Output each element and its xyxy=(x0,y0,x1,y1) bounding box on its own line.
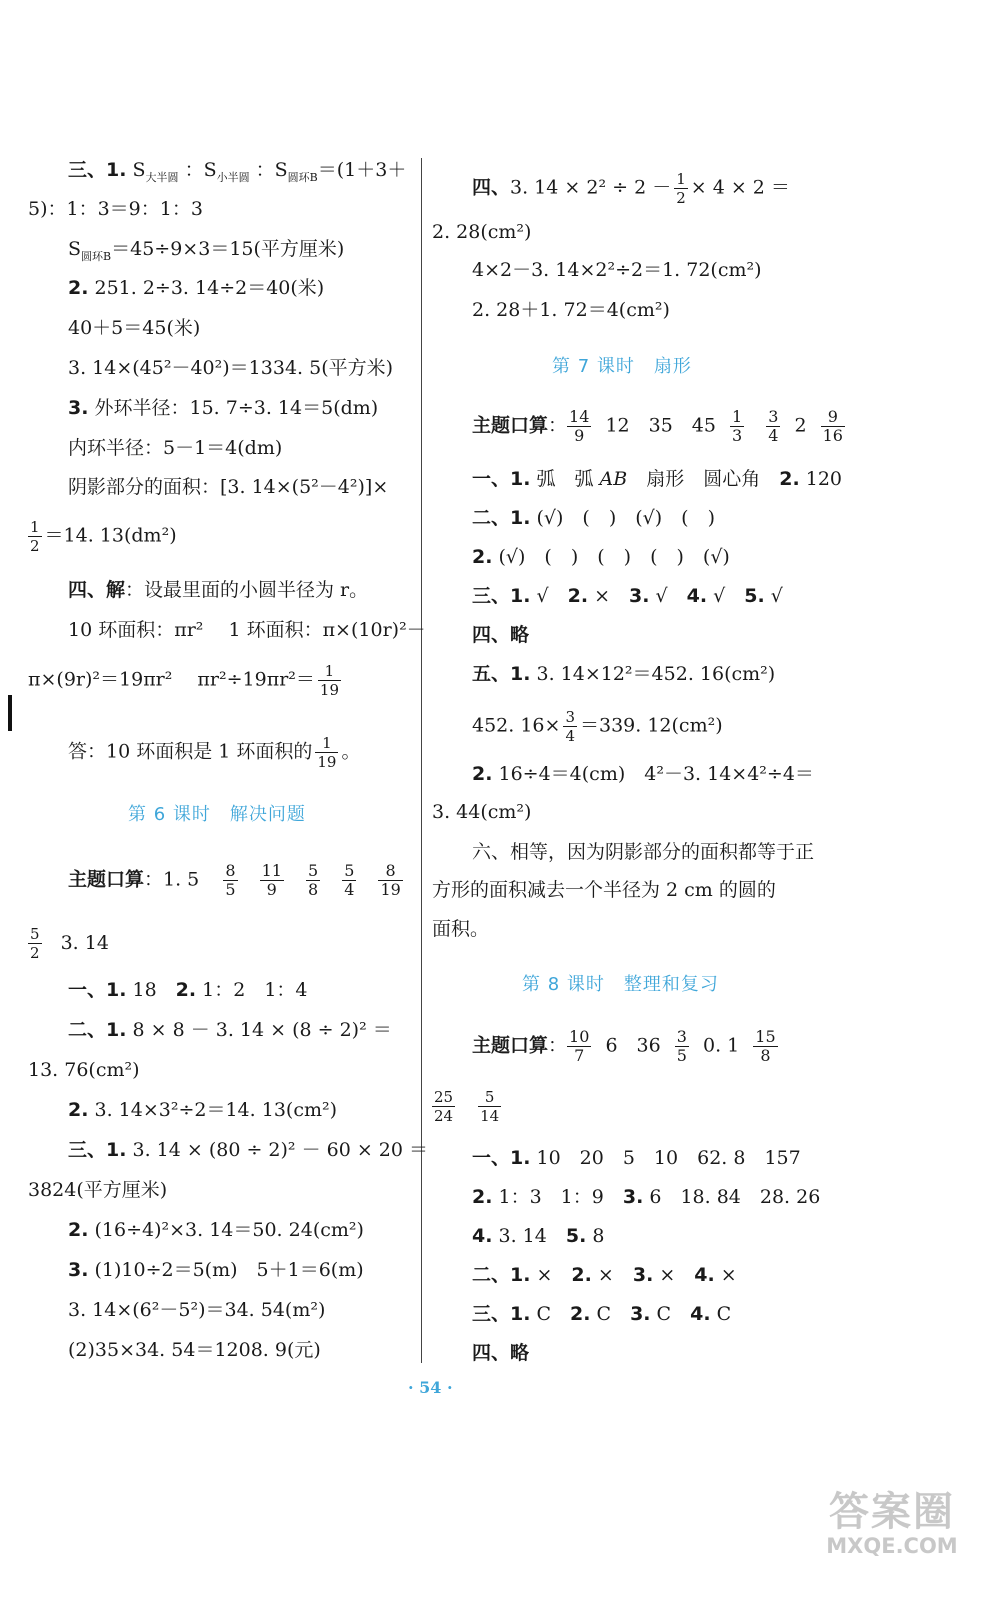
answer-line: 3. 14×(6²－5²)＝34. 54(m²) xyxy=(68,1299,326,1321)
column-divider xyxy=(421,158,422,1363)
fraction xyxy=(675,1028,689,1065)
item-number: 四、解 xyxy=(68,579,126,601)
answer-line xyxy=(432,467,842,491)
text: ：1. 5 xyxy=(144,868,200,891)
item-number: 2. xyxy=(571,1264,592,1286)
numerator: 3 xyxy=(565,708,575,726)
mental-math-line xyxy=(28,925,109,962)
item-number: 5. xyxy=(744,585,765,607)
watermark-text: 答案圈 xyxy=(829,1489,955,1535)
text: 答：10 环面积是 1 环面积的 xyxy=(68,740,313,763)
answer-line: (2)35×34. 54＝1208. 9(元) xyxy=(68,1339,321,1361)
answer-line: 5)：1：3＝9：1：3 xyxy=(28,198,203,220)
section-heading: 第 8 课时 整理和复习 xyxy=(522,974,719,995)
item-number: 三、1. xyxy=(68,1139,127,1161)
denominator: 2 xyxy=(676,189,686,207)
item-number: 4. xyxy=(694,1264,715,1286)
text: ＝45÷9×3＝15(平方厘米) xyxy=(111,238,345,260)
answer-line xyxy=(432,1341,529,1365)
numerator: 9 xyxy=(821,408,845,427)
answer-line: 40＋5＝45(米) xyxy=(68,317,201,339)
fraction xyxy=(223,862,237,899)
item-number: 三、1. xyxy=(68,159,127,181)
answer-line: 13. 76(cm²) xyxy=(28,1059,140,1081)
fraction xyxy=(315,734,338,771)
item-number: 3. xyxy=(630,1303,651,1325)
answer-line xyxy=(432,762,814,786)
label: 主题口算 xyxy=(472,414,549,437)
text: 1：2 1：4 xyxy=(196,979,308,1001)
fraction xyxy=(674,170,688,207)
text: √ xyxy=(530,585,568,607)
answer-line xyxy=(432,1263,737,1287)
text: (16÷4)²×3. 14＝50. 24(cm²) xyxy=(88,1219,364,1241)
item-number: 三、1. xyxy=(472,1303,531,1325)
numerator: 11 xyxy=(261,861,282,880)
numerator: 3 xyxy=(768,407,779,426)
item-number: 3. xyxy=(622,1186,644,1208)
watermark-url: MXQE.COM xyxy=(826,1534,958,1558)
text: C xyxy=(590,1303,631,1325)
text: 弧 弧 xyxy=(530,468,600,490)
mental-math-line xyxy=(432,1088,504,1125)
numerator: 3 xyxy=(676,1027,687,1046)
fraction xyxy=(260,862,284,899)
item-number: 五、1. xyxy=(472,663,531,685)
text: × xyxy=(653,1264,695,1286)
fraction xyxy=(306,862,320,899)
section-heading: 第 6 课时 解决问题 xyxy=(128,804,306,825)
numerator: 14 xyxy=(569,407,590,426)
answer-line xyxy=(28,662,344,699)
mental-math-line xyxy=(432,1028,786,1065)
answer-line xyxy=(432,1146,801,1170)
item-number: 2. xyxy=(68,1099,89,1121)
denominator: 8 xyxy=(760,1046,771,1065)
item-number: 2. xyxy=(779,468,800,490)
text: 452. 16× xyxy=(472,714,561,737)
item-number: 2. xyxy=(472,1186,493,1208)
answer-line xyxy=(28,1258,364,1282)
answer-line: 3. 14×(45²－40²)＝1334. 5(平方米) xyxy=(68,357,394,379)
text: ＝339. 12(cm²) xyxy=(580,714,723,737)
text: C xyxy=(530,1303,571,1325)
fraction xyxy=(378,862,402,899)
item-number: 一、1. xyxy=(68,979,127,1001)
mental-math-line xyxy=(432,408,853,445)
denominator: 9 xyxy=(266,880,277,899)
answer-line xyxy=(432,1302,731,1326)
answer-line xyxy=(432,584,783,608)
text: 6 18. 84 28. 26 xyxy=(643,1186,821,1208)
numerator: 1 xyxy=(676,170,686,188)
text: C xyxy=(710,1303,732,1325)
answer-line xyxy=(28,1218,364,1242)
item-number: 二、1. xyxy=(472,1264,531,1286)
answer-line xyxy=(28,1098,337,1122)
numerator: 5 xyxy=(307,861,319,880)
mental-math-line xyxy=(28,862,411,899)
text: × 4 × 2 ＝ xyxy=(690,176,790,199)
text: √ xyxy=(764,585,783,607)
text: 扇形 圆心角 xyxy=(627,468,780,490)
text: S xyxy=(132,159,146,181)
text: 8 × 8 － 3. 14 × (8 ÷ 2)² ＝ xyxy=(126,1019,392,1041)
item-number: 3. xyxy=(632,1264,654,1286)
fraction xyxy=(28,925,42,962)
text: 3. 14 × (80 ÷ 2)² － 60 × 20 ＝ xyxy=(126,1139,429,1161)
denominator: 19 xyxy=(319,681,339,699)
answer-line xyxy=(432,1185,820,1209)
text: 10 20 5 10 62. 8 157 xyxy=(530,1147,801,1169)
text: × xyxy=(714,1264,737,1286)
fraction xyxy=(766,408,780,445)
answer-line xyxy=(432,623,529,647)
text: S xyxy=(68,238,82,260)
item-number: 3. xyxy=(629,585,650,607)
item-number: 四、略 xyxy=(472,624,530,646)
answer-line xyxy=(28,578,368,602)
text: 外环半径：15. 7÷3. 14＝5(dm) xyxy=(88,397,379,419)
text: ：S xyxy=(178,159,217,181)
answer-line xyxy=(28,1138,428,1162)
answer-line xyxy=(432,506,715,530)
answer-line xyxy=(28,1018,392,1042)
denominator: 5 xyxy=(225,880,236,899)
text: 8 xyxy=(586,1225,605,1247)
denominator: 4 xyxy=(344,880,355,899)
fraction xyxy=(432,1088,455,1125)
numerator: 5 xyxy=(344,861,355,880)
answer-line: 3824(平方厘米) xyxy=(28,1179,168,1201)
fraction xyxy=(753,1028,777,1065)
answer-line xyxy=(28,734,361,771)
answer-line xyxy=(28,518,177,555)
text: 3. 14 xyxy=(60,931,109,954)
text: ：设最里面的小圆半径为 r。 xyxy=(125,579,369,601)
text: 2 xyxy=(794,414,807,437)
answer-line: 3. 44(cm²) xyxy=(432,801,532,823)
arc-label: AB xyxy=(599,468,628,490)
denominator: 4 xyxy=(768,426,779,445)
item-number: 一、1. xyxy=(472,468,531,490)
item-number: 4. xyxy=(690,1303,711,1325)
item-number: 四、 xyxy=(472,176,511,199)
answer-line: 2. 28＋1. 72＝4(cm²) xyxy=(472,299,670,321)
numerator: 10 xyxy=(569,1027,590,1046)
item-number: 三、1. xyxy=(472,585,531,607)
answer-line xyxy=(28,396,378,420)
item-number: 四、略 xyxy=(472,1342,530,1364)
fraction xyxy=(563,708,577,745)
denominator: 24 xyxy=(434,1107,454,1125)
answer-line: 六、相等，因为阴影部分的面积都等于正 xyxy=(472,841,815,863)
text: ＝14. 13(dm²) xyxy=(44,524,177,547)
item-number: 4. xyxy=(472,1225,493,1247)
text: × xyxy=(591,1264,633,1286)
numerator: 25 xyxy=(434,1088,454,1106)
fraction xyxy=(821,408,845,445)
text: √ xyxy=(707,585,745,607)
text: × xyxy=(530,1264,572,1286)
answer-line xyxy=(28,237,344,269)
item-number: 2. xyxy=(68,1219,89,1241)
answer-line: 阴影部分的面积：[3. 14×(5²－4²)]× xyxy=(68,476,389,498)
numerator: 5 xyxy=(30,925,40,943)
answer-line xyxy=(28,158,406,190)
denominator: 2 xyxy=(30,944,40,962)
text: 3. 14×3²÷2＝14. 13(cm²) xyxy=(88,1099,338,1121)
text: 。 xyxy=(341,740,361,763)
numerator: 1 xyxy=(732,407,743,426)
denominator: 4 xyxy=(565,727,575,745)
text: C xyxy=(650,1303,691,1325)
item-number: 5. xyxy=(565,1225,587,1247)
item-number: 2. xyxy=(472,763,493,785)
item-number: 4. xyxy=(686,585,708,607)
text: 3. 14×12²＝452. 16(cm²) xyxy=(530,663,776,685)
section-heading: 第 7 课时 扇形 xyxy=(552,356,692,377)
text: ＝(1＋3＋ xyxy=(317,159,407,181)
item-number: 2. xyxy=(175,979,197,1001)
denominator: 2 xyxy=(30,537,40,555)
numerator: 15 xyxy=(755,1027,776,1046)
text: 1：3 1：9 xyxy=(492,1186,623,1208)
text: π×(9r)²＝19πr² πr²÷19πr²＝ xyxy=(28,668,315,691)
page-number: · 54 · xyxy=(408,1378,453,1397)
subscript: 圆环B xyxy=(287,170,318,184)
text: 12 35 45 xyxy=(605,414,716,437)
denominator: 9 xyxy=(574,426,585,445)
watermark-logo xyxy=(808,1490,976,1560)
item-number: 2. xyxy=(472,546,493,568)
numerator: 5 xyxy=(478,1088,501,1107)
answer-line xyxy=(432,1224,604,1248)
numerator: 8 xyxy=(225,861,236,880)
text: 120 xyxy=(799,468,843,490)
denominator: 19 xyxy=(380,880,401,899)
fraction xyxy=(28,518,42,555)
numerator: 1 xyxy=(315,734,338,753)
fraction xyxy=(730,408,744,445)
text: 251. 2÷3. 14÷2＝40(米) xyxy=(88,277,325,299)
answer-line: 内环半径：5－1＝4(dm) xyxy=(68,437,283,459)
denominator: 7 xyxy=(574,1046,585,1065)
fraction xyxy=(478,1088,501,1125)
text: × xyxy=(588,585,630,607)
answer-line xyxy=(28,276,324,300)
label: 主题口算 xyxy=(472,1034,549,1057)
item-number: 一、1. xyxy=(472,1147,531,1169)
answer-line xyxy=(432,545,730,569)
denominator: 16 xyxy=(822,426,843,445)
item-number: 3. xyxy=(68,397,89,419)
text: 0. 1 xyxy=(702,1034,740,1057)
fraction xyxy=(567,408,591,445)
text: ：S xyxy=(249,159,288,181)
text: 18 xyxy=(126,979,176,1001)
numerator: 1 xyxy=(318,662,341,681)
fraction xyxy=(342,862,356,899)
text: (√) ( ) ( ) ( ) (√) xyxy=(492,546,730,568)
item-number: 2. xyxy=(570,1303,591,1325)
item-number: 二、1. xyxy=(472,507,531,529)
text: 3. 14 xyxy=(492,1225,566,1247)
numerator: 1 xyxy=(30,518,40,536)
denominator: 8 xyxy=(307,880,319,899)
fraction xyxy=(318,662,341,699)
denominator: 5 xyxy=(676,1046,687,1065)
subscript: 小半圆 xyxy=(216,170,250,184)
fraction xyxy=(567,1028,591,1065)
subscript: 圆环B xyxy=(81,249,112,263)
answer-line xyxy=(432,708,723,745)
text: (1)10÷2＝5(m) 5＋1＝6(m) xyxy=(88,1259,364,1281)
answer-line: 面积。 xyxy=(432,918,490,940)
denominator: 14 xyxy=(480,1107,500,1125)
text: 16÷4＝4(cm) 4²－3. 14×4²÷4＝ xyxy=(492,763,814,785)
text: ： xyxy=(548,414,568,437)
text: 6 36 xyxy=(605,1034,661,1057)
answer-line: 2. 28(cm²) xyxy=(432,221,532,243)
item-number: 2. xyxy=(567,585,589,607)
item-number: 二、1. xyxy=(68,1019,127,1041)
item-number: 3. xyxy=(68,1259,89,1281)
label: 主题口算 xyxy=(68,868,145,891)
answer-line xyxy=(432,170,790,207)
answer-line: 方形的面积减去一个半径为 2 cm 的圆的 xyxy=(432,879,776,901)
answer-line xyxy=(432,662,775,686)
text: 3. 14 × 2² ÷ 2 － xyxy=(510,176,672,199)
scan-mark xyxy=(8,695,12,731)
text: √ xyxy=(649,585,687,607)
text: ： xyxy=(548,1034,568,1057)
subscript: 大半圆 xyxy=(145,170,179,184)
denominator: 3 xyxy=(732,426,743,445)
denominator: 19 xyxy=(317,753,337,771)
numerator: 8 xyxy=(378,862,402,881)
text: (√) ( ) (√) ( ) xyxy=(530,507,716,529)
answer-line: 10 环面积：πr² 1 环面积：π×(10r)²－ xyxy=(68,619,426,641)
item-number: 2. xyxy=(68,277,89,299)
answer-line xyxy=(28,978,308,1002)
answer-line: 4×2－3. 14×2²÷2＝1. 72(cm²) xyxy=(472,259,762,281)
